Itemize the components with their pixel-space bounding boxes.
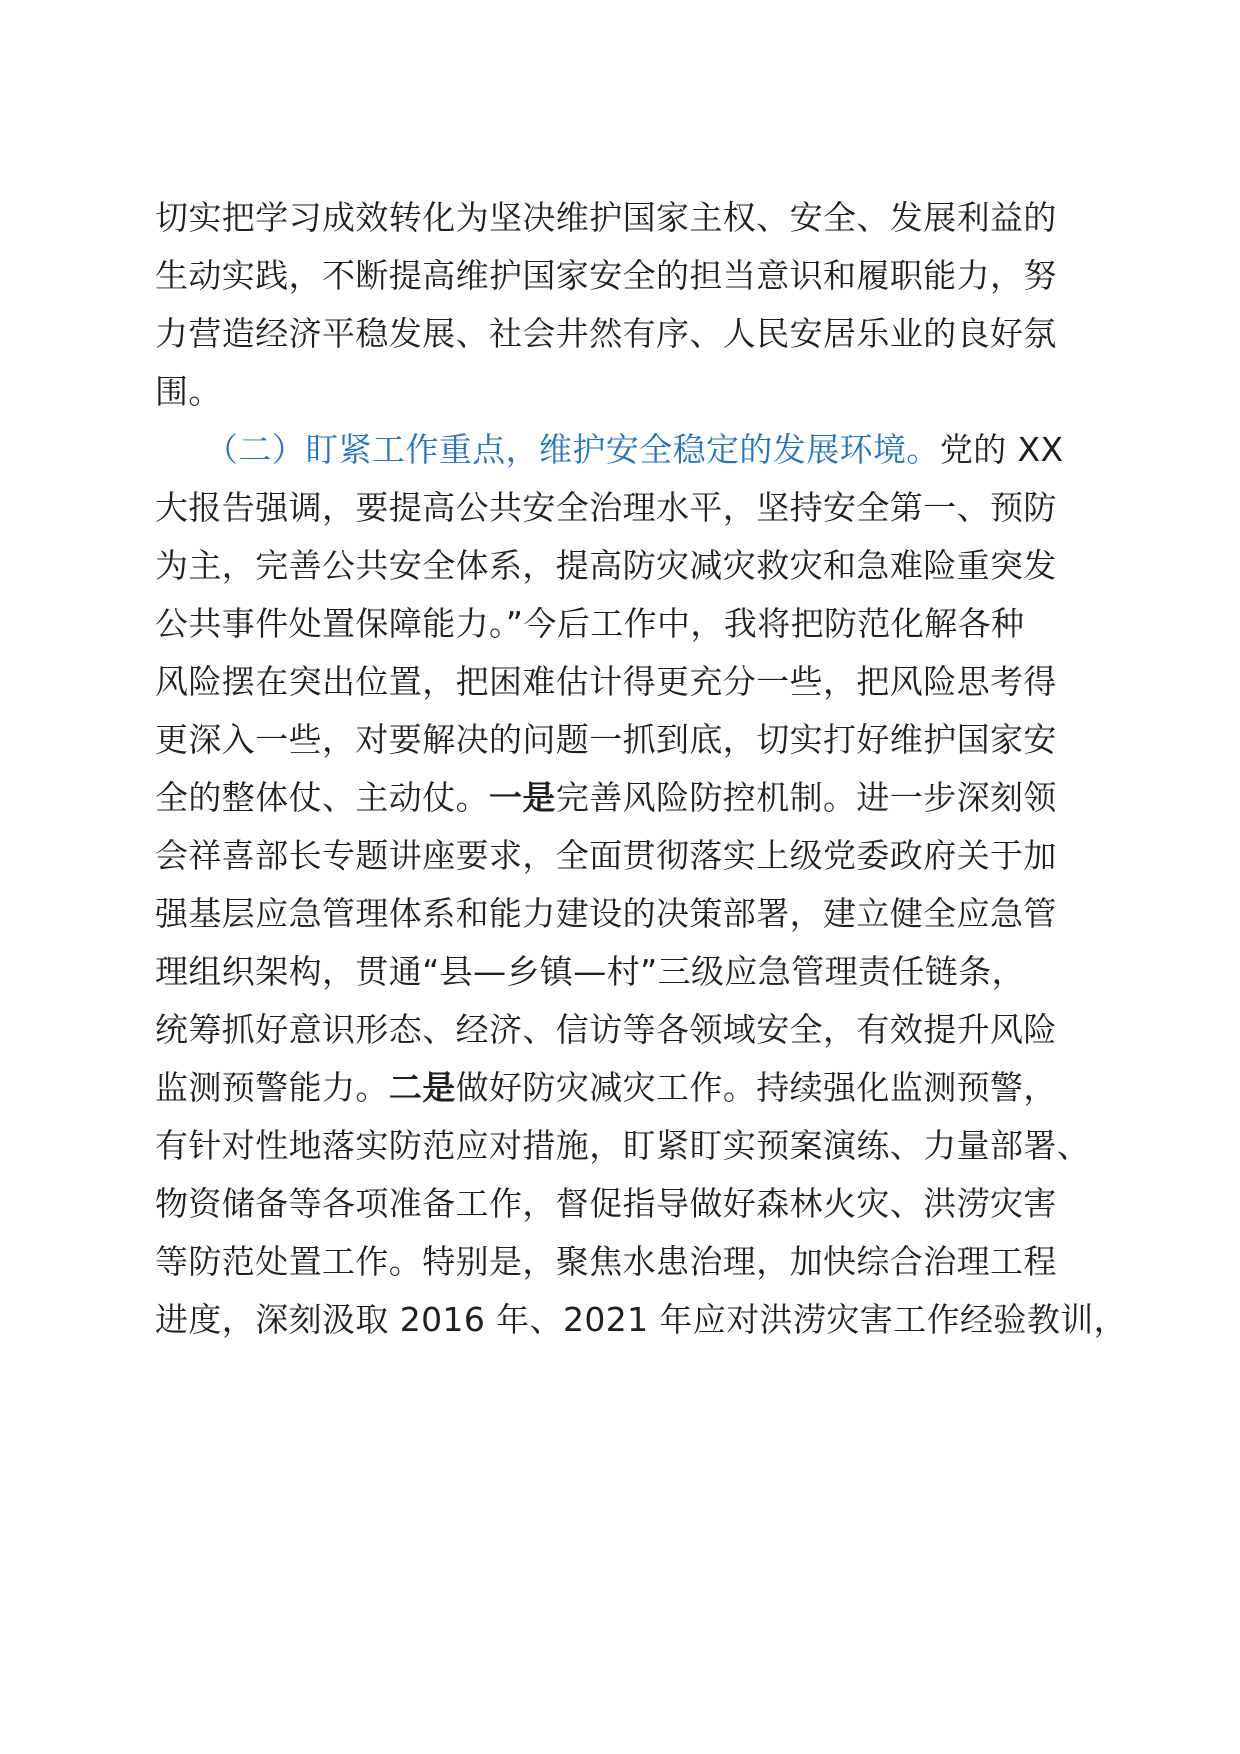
- point-1-label: 一是: [489, 778, 556, 817]
- paragraph-2-line-2: 大报告强调，要提高公共安全治理水平，坚持安全第一、预防: [155, 488, 1057, 527]
- paragraph-2-line-4: 公共事件处置保障能力。”今后工作中，我将把防范化解各种: [155, 604, 1025, 643]
- paragraph-2-line-7: [155, 778, 1057, 818]
- point-2-label: 二是: [388, 1068, 456, 1107]
- paragraph-2-line-9: 强基层应急管理体系和能力建设的决策部署，建立健全应急管: [155, 894, 1057, 933]
- line-12-pre: 监测预警能力。: [155, 1068, 389, 1107]
- paragraph-2-line-5: 风险摆在突出位置，把困难估计得更充分一些，把风险思考得: [155, 662, 1057, 701]
- paragraph-2-line-10: 理组织架构，贯通“县—乡镇—村”三级应急管理责任链条，: [155, 952, 1025, 991]
- line-12-post: 做好防灾减灾工作。持续强化监测预警，: [455, 1068, 1057, 1107]
- paragraph-2-line-1: [205, 430, 1064, 470]
- line-7-pre: 全的整体仗、主动仗。: [155, 778, 489, 817]
- paragraph-1-line-3: 力营造经济平稳发展、社会井然有序、人民安居乐业的良好氛: [155, 314, 1057, 353]
- paragraph-2-line-13: 有针对性地落实防范应对措施，盯紧盯实预案演练、力量部署、: [155, 1126, 1091, 1165]
- paragraph-1-line-4: 围。: [155, 372, 222, 411]
- paragraph-2-line-6: 更深入一些，对要解决的问题一抓到底，切实打好维护国家安: [155, 720, 1057, 759]
- paragraph-2-line-14: 物资储备等各项准备工作，督促指导做好森林火灾、洪涝灾害: [155, 1184, 1057, 1223]
- paragraph-1-line-1: 切实把学习成效转化为坚决维护国家主权、安全、发展利益的: [155, 198, 1057, 237]
- paragraph-2-line-1-rest: 党的 XX: [939, 430, 1064, 469]
- paragraph-2-line-16: 进度，深刻汲取 2016 年、2021 年应对洪涝灾害工作经验教训，: [155, 1300, 1128, 1339]
- paragraph-2-line-11: 统筹抓好意识形态、经济、信访等各领域安全，有效提升风险: [155, 1010, 1057, 1049]
- line-7-post: 完善风险防控机制。进一步深刻领: [555, 778, 1057, 817]
- section-heading: （二）盯紧工作重点，维护安全稳定的发展环境。: [205, 430, 940, 469]
- paragraph-2-line-12: [155, 1068, 1057, 1108]
- paragraph-2-line-3: 为主，完善公共安全体系，提高防灾减灾救灾和急难险重突发: [155, 546, 1057, 585]
- paragraph-2-line-15: 等防范处置工作。特别是，聚焦水患治理，加快综合治理工程: [155, 1242, 1057, 1281]
- paragraph-1-line-2: 生动实践，不断提高维护国家安全的担当意识和履职能力，努: [155, 256, 1057, 295]
- paragraph-2-line-8: 会祥喜部长专题讲座要求，全面贯彻落实上级党委政府关于加: [155, 836, 1057, 875]
